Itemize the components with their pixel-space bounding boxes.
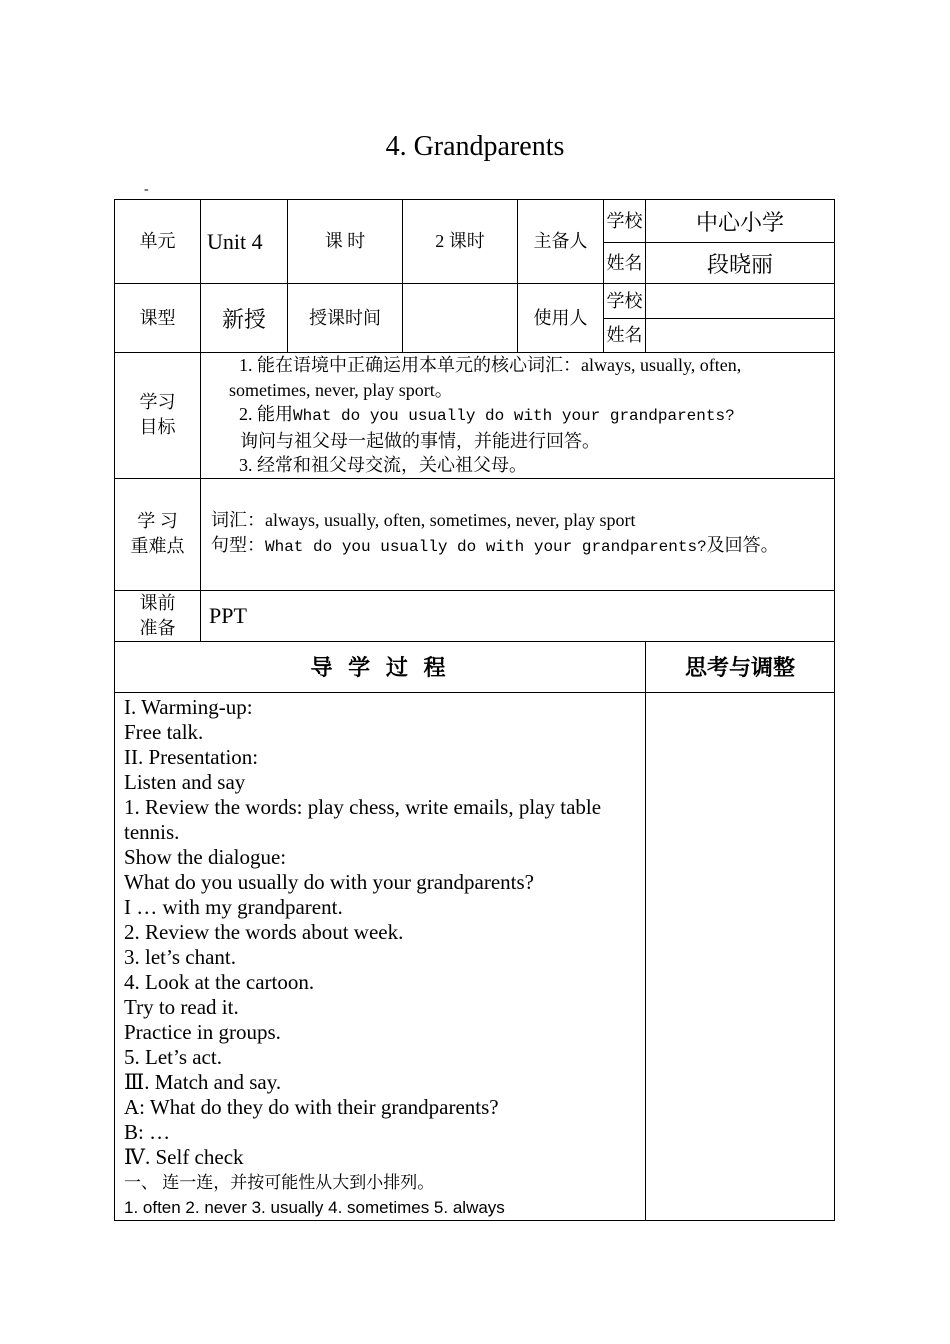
school2-value <box>646 284 835 319</box>
name2-label: 姓名 <box>604 319 646 353</box>
name-label: 姓名 <box>604 243 646 284</box>
pattern-prefix: 句型： <box>211 535 265 555</box>
process-header: 导 学 过 程 <box>115 641 646 692</box>
period-label: 课 时 <box>288 200 403 284</box>
process-line: Listen and say <box>124 769 246 794</box>
difficulty-label-line2: 重难点 <box>130 536 185 556</box>
pattern-suffix: 及回答。 <box>706 535 779 555</box>
selfcheck-instruction: 一、 连一连，并按可能性从大到小排列。 <box>124 1172 435 1192</box>
process-line: Try to read it. <box>124 994 239 1019</box>
school2-label: 学校 <box>604 284 646 319</box>
time-label: 授课时间 <box>288 284 403 353</box>
lesson-plan-table <box>114 199 835 1221</box>
prep-label-line2: 准备 <box>139 617 176 638</box>
prep-label <box>115 590 201 641</box>
process-line: Show the dialogue: <box>124 844 287 869</box>
type-value: 新授 <box>201 284 288 353</box>
process-line: 5. Let’s act. <box>124 1044 222 1069</box>
reflect-header: 思考与调整 <box>646 641 835 692</box>
process-line: Ⅲ. Match and say. <box>124 1069 282 1094</box>
goal-2-code: What do you usually do with your grandparents? <box>293 407 735 425</box>
unit-label: 单元 <box>115 200 201 284</box>
process-line: B: … <box>124 1119 171 1144</box>
process-line: tennis. <box>124 819 180 844</box>
process-line: I. Warming-up: <box>124 694 253 719</box>
difficulty-content <box>201 478 835 590</box>
name2-value <box>646 319 835 353</box>
goal-2-prefix: 2. 能用 <box>239 404 293 424</box>
name-value: 段晓丽 <box>646 243 835 284</box>
process-line: 2. Review the words about week. <box>124 919 404 944</box>
difficulty-vocab <box>211 508 834 533</box>
pattern-code: What do you usually do with your grandparents? <box>265 538 707 556</box>
page-title: 4. Grandparents <box>385 131 565 162</box>
prep-label-line1: 课前 <box>139 592 176 613</box>
goal-2b: 询问与祖父母一起做的事情，并能进行回答。 <box>240 430 600 451</box>
reflect-content <box>646 692 835 1220</box>
preparer-label: 主备人 <box>518 200 604 284</box>
process-list <box>124 695 645 1170</box>
goal-2a <box>229 402 834 429</box>
process-line: II. Presentation: <box>124 744 259 769</box>
type-label: 课型 <box>115 284 201 353</box>
dash-mark: - <box>144 182 149 197</box>
school-value: 中心小学 <box>646 200 835 243</box>
process-line: Free talk. <box>124 719 204 744</box>
goal-1a: 1. 能在语境中正确运用本单元的核心词汇：always, usually, often, <box>239 355 742 375</box>
goal-1b: sometimes, never, play sport。 <box>229 379 453 400</box>
school-label: 学校 <box>604 200 646 243</box>
goals-label-line2: 目标 <box>139 417 176 438</box>
difficulty-pattern <box>211 533 834 560</box>
time-value <box>403 284 518 353</box>
process-line: What do you usually do with your grandparents? <box>124 869 534 894</box>
process-content <box>115 692 646 1220</box>
selfcheck-options: 1. often 2. never 3. usually 4. sometimes 5. always <box>124 1197 505 1217</box>
difficulty-label-line1: 学 习 <box>137 511 178 531</box>
unit-value: Unit 4 <box>201 200 288 284</box>
goals-label <box>115 353 201 479</box>
process-line: I … with my grandparent. <box>124 894 343 919</box>
period-value: 2 课时 <box>403 200 518 284</box>
goals-content <box>201 353 835 479</box>
vocab-prefix: 词汇： <box>211 510 265 530</box>
goal-3: 3. 经常和祖父母交流，关心祖父母。 <box>239 455 527 475</box>
goals-label-line1: 学习 <box>139 392 176 413</box>
user-label: 使用人 <box>518 284 604 353</box>
process-line: 3. let’s chant. <box>124 944 236 969</box>
difficulty-label <box>115 478 201 590</box>
prep-value: PPT <box>201 590 835 641</box>
process-line: A: What do they do with their grandparents? <box>124 1094 499 1119</box>
vocab-words: always, usually, often, sometimes, never, play sport <box>265 510 636 530</box>
process-line: Ⅳ. Self check <box>124 1144 244 1169</box>
process-line: Practice in groups. <box>124 1019 281 1044</box>
process-line: 4. Look at the cartoon. <box>124 969 315 994</box>
process-line: 1. Review the words: play chess, write emails, play table <box>124 794 602 819</box>
